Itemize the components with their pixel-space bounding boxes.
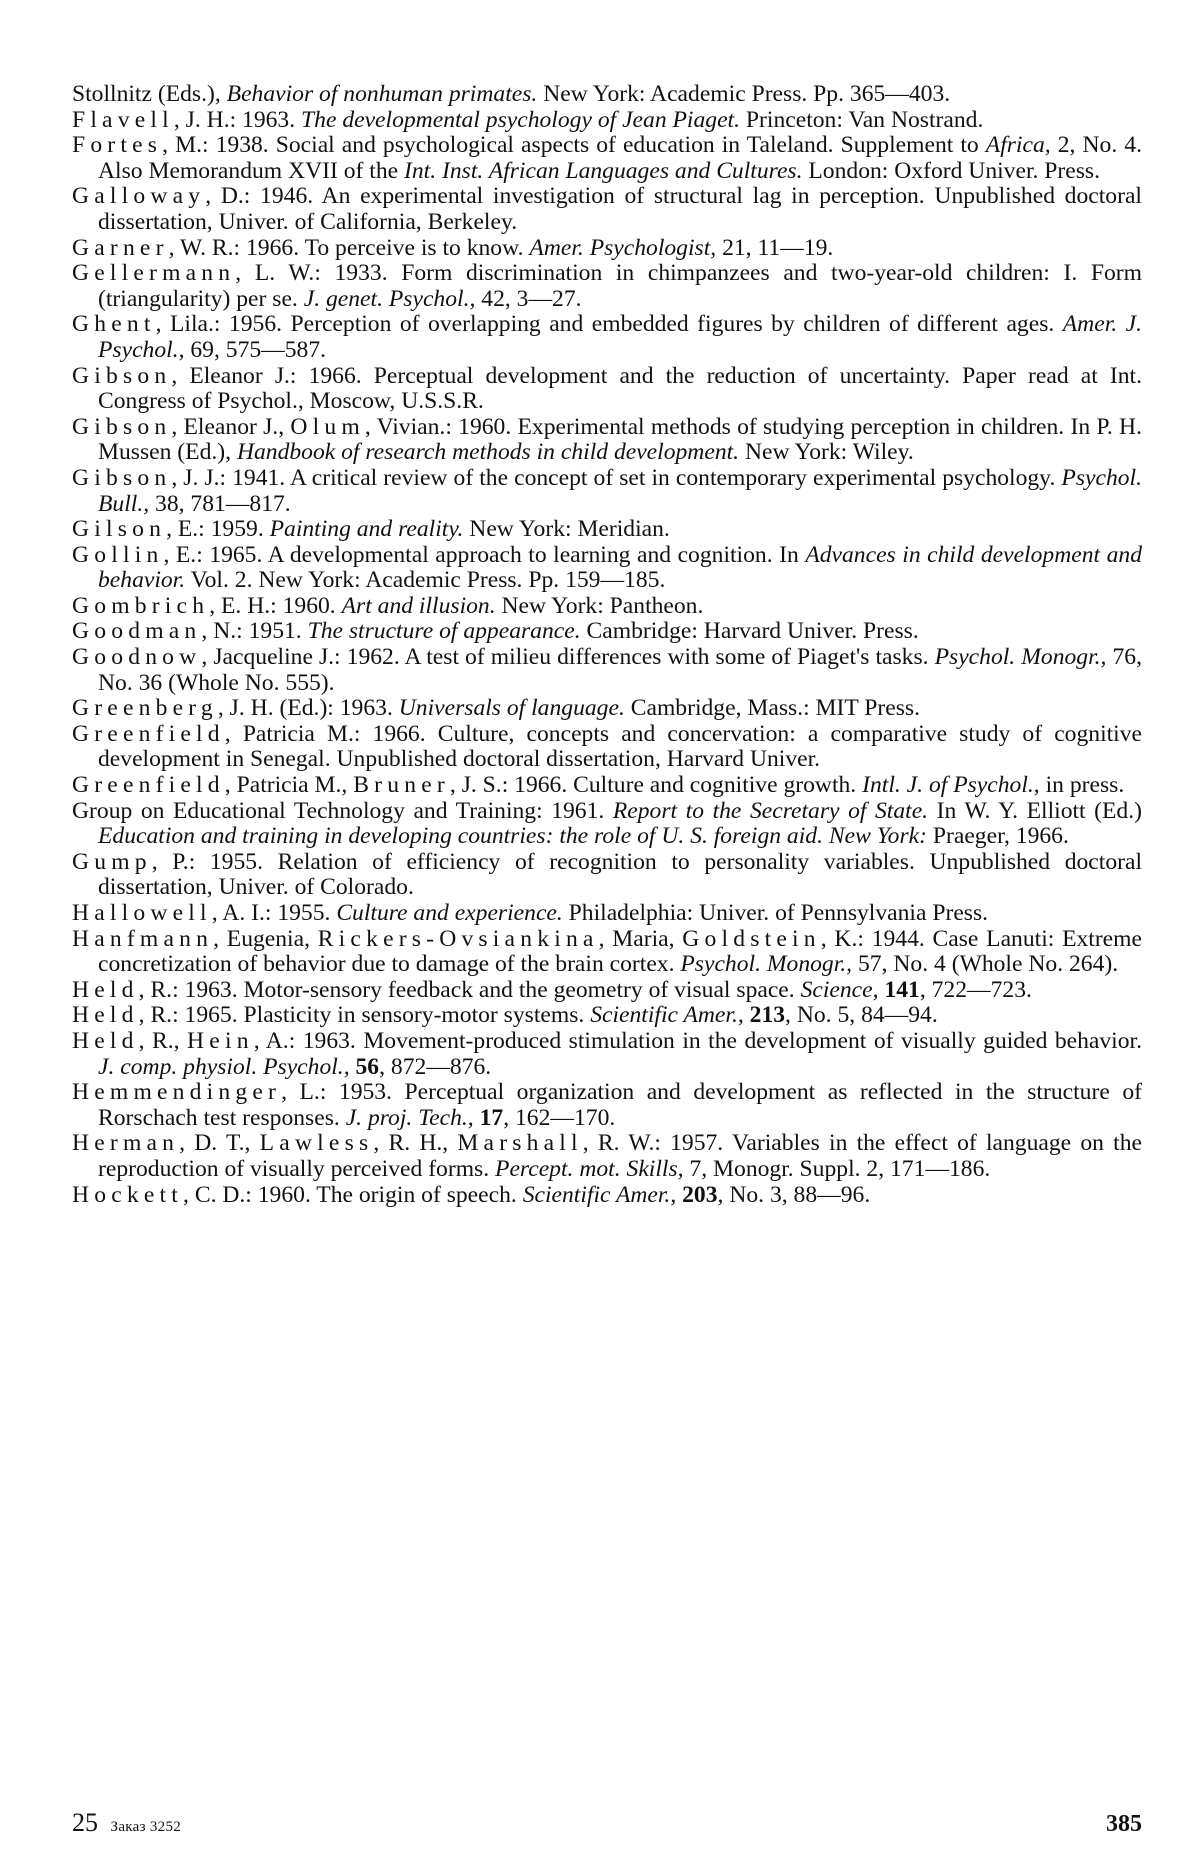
reference-entry	[72, 1131, 1142, 1182]
italic-title: Psychol. Monogr.,	[680, 951, 853, 978]
italic-title: Amer. J. Psychol.,	[98, 311, 1143, 363]
reference-entry	[72, 82, 1142, 108]
reference-entry	[72, 133, 1142, 184]
italic-title: Art and illusion.	[341, 592, 496, 619]
author-surname: Hallowell	[72, 900, 212, 926]
reference-entry	[72, 645, 1142, 696]
reference-entry	[72, 619, 1142, 645]
reference-text: , D.: 1946. An experimental investigation of structural lag in perception. Unpublished doctoral dissertation, Univer. of California, Berkeley.	[98, 183, 1142, 235]
reference-text: London: Oxford Univer. Press.	[802, 157, 1101, 184]
reference-text: , L.: 1953. Perceptual organization and development as reflected in the structure of Rorschach test responses.	[98, 1079, 1142, 1131]
reference-text: in press.	[1039, 772, 1125, 799]
reference-text: Princeton: Van Nostrand.	[740, 106, 984, 133]
author-surname: Held	[72, 1027, 139, 1054]
author-surname: Held	[72, 1002, 139, 1029]
italic-title: Amer. Psychologist,	[529, 234, 717, 261]
author-surname: Lawless	[259, 1130, 374, 1157]
reference-entry	[72, 184, 1142, 235]
reference-text: New York: Meridian.	[463, 516, 670, 543]
italic-title: Culture and experience.	[336, 900, 563, 926]
reference-text: In W. Y. Elliott (Ed.)	[928, 797, 1142, 824]
italic-title: Behavior of nonhuman primates.	[226, 81, 538, 107]
reference-text: , A. I.: 1955.	[211, 900, 337, 926]
italic-title: Psychol. Monogr.,	[934, 644, 1107, 671]
reference-entry	[72, 415, 1142, 466]
author-surname: Held	[72, 976, 139, 1003]
reference-entry	[72, 108, 1142, 134]
reference-text: Philadelphia: Univer. of Pennsylvania Press.	[562, 900, 989, 926]
reference-entry	[72, 927, 1142, 978]
italic-title: Percept. mot. Skills,	[495, 1155, 684, 1182]
reference-text: , 872—876.	[379, 1053, 492, 1080]
reference-text: , E.: 1959.	[166, 516, 270, 543]
author-surname: Hemmendinger	[72, 1079, 282, 1106]
reference-text: , R. W.: 1957. Variables in the effect of language on the reproduction of visually perceived forms.	[98, 1130, 1143, 1182]
reference-text: , J. H. (Ed.): 1963.	[217, 695, 399, 722]
reference-entry	[72, 901, 1142, 927]
reference-text: , N.: 1951.	[201, 618, 308, 645]
reference-text: 42, 3—27.	[475, 285, 582, 312]
reference-text: 69, 575—587.	[184, 336, 327, 363]
italic-title: Africa,	[985, 132, 1051, 159]
italic-title: Education and training in developing countries: the role of U. S. foreign aid. New York:	[98, 823, 927, 850]
author-surname: Flavell	[72, 106, 174, 133]
signature-number: 25	[72, 1808, 98, 1837]
author-surname: Herman	[72, 1130, 180, 1157]
printer-signature	[72, 1808, 181, 1838]
reference-entry	[72, 799, 1142, 850]
reference-text: Cambridge, Mass.: MIT Press.	[624, 695, 920, 722]
author-surname: Bruner	[353, 772, 450, 799]
reference-text: , No. 5, 84—94.	[785, 1002, 938, 1029]
italic-title: The structure of appearance.	[307, 618, 581, 645]
reference-entry	[72, 850, 1142, 901]
italic-title: Painting and reality.	[269, 516, 464, 543]
author-surname: Fortes	[72, 132, 163, 159]
reference-text: Stollnitz (Eds.),	[72, 81, 227, 107]
reference-text: , M.: 1938. Social and psychological aspects of education in Taleland. Supplement to	[162, 132, 986, 159]
italic-title: J. comp. physiol. Psychol.,	[98, 1053, 350, 1080]
volume-number: 56	[349, 1053, 380, 1080]
author-surname: Gump	[72, 848, 152, 875]
author-surname: Gibson	[72, 413, 172, 440]
reference-entry	[72, 261, 1142, 312]
author-surname: Gellermann	[72, 260, 236, 287]
reference-text: 76, No. 36 (Whole No. 555).	[98, 644, 1142, 696]
reference-text: , D. T.,	[179, 1130, 260, 1157]
reference-text: , J. H.: 1963.	[173, 106, 302, 133]
italic-title: J. proj. Tech.,	[345, 1104, 474, 1131]
reference-text: 2, No. 4. Also Memorandum XVII of the	[98, 132, 1142, 184]
reference-text: New York: Academic Press. Pp. 365—403.	[537, 81, 951, 107]
reference-text: 38, 781—817.	[149, 490, 291, 517]
reference-text: , 722—723.	[919, 976, 1032, 1003]
author-surname: Gibson	[72, 362, 172, 389]
author-surname: Goodnow	[72, 644, 202, 671]
reference-text: , R.,	[138, 1027, 188, 1054]
reference-text: , L. W.: 1933. Form discrimination in chimpanzees and two-year-old children: I. Form (triangularity) per se.	[98, 260, 1142, 312]
reference-entry	[72, 696, 1142, 722]
reference-entry	[72, 364, 1142, 415]
signature-label: Заказ 3252	[110, 1819, 182, 1835]
reference-list	[72, 82, 1142, 1208]
reference-text: New York: Pantheon.	[495, 592, 704, 619]
reference-text: , P.: 1955. Relation of efficiency of recognition to personality variables. Unpublished doctoral dissertation, Univer. of Colorado.	[98, 848, 1142, 901]
reference-text: 7, Monogr. Suppl. 2, 171—186.	[683, 1155, 991, 1182]
reference-text: , W. R.: 1966. To perceive is to know.	[168, 234, 530, 261]
reference-text: , 162—170.	[503, 1104, 616, 1131]
italic-title: J. genet. Psychol.,	[303, 285, 476, 312]
author-surname: Greenberg	[72, 695, 218, 722]
reference-entry	[72, 1080, 1142, 1131]
author-surname: Ghent	[72, 311, 156, 338]
author-surname: Hanfmann	[72, 925, 214, 952]
reference-entry	[72, 594, 1142, 620]
reference-text: , E. H.: 1960.	[209, 592, 342, 619]
italic-title: Universals of language.	[398, 695, 625, 722]
author-surname: Rickers-Ovsiankina	[317, 925, 599, 952]
volume-number: 203	[676, 1181, 718, 1208]
reference-text: 21, 11—19.	[716, 234, 834, 261]
reference-text: , R. H.,	[373, 1130, 458, 1157]
author-surname: Gollin	[72, 541, 164, 568]
author-surname: Gilson	[72, 516, 167, 543]
reference-entry	[72, 236, 1142, 262]
author-surname: Gibson	[72, 464, 172, 491]
italic-title: Report to the Secretary of State.	[612, 797, 929, 824]
reference-text: Cambridge: Harvard Univer. Press.	[580, 618, 919, 645]
volume-number: 213	[743, 1002, 786, 1029]
reference-text: , E.: 1965. A developmental approach to learning and cognition. In	[163, 541, 806, 568]
reference-entry	[72, 466, 1142, 517]
author-surname: Garner	[72, 234, 169, 261]
reference-text: , Eleanor J.: 1966. Perceptual development and the reduction of uncertainty. Paper read at Int. Congress of Psychol., Moscow, U.S.S.R.	[98, 362, 1142, 415]
italic-title: Intl. J. of Psychol.,	[862, 772, 1040, 799]
reference-text: , C. D.: 1960. The origin of speech.	[183, 1181, 523, 1208]
reference-text: , Eleanor J.,	[171, 413, 291, 440]
reference-text: , Eugenia,	[213, 925, 318, 952]
page-footer	[72, 1808, 1142, 1838]
volume-number: 17	[473, 1104, 504, 1131]
reference-text: New York: Wiley.	[739, 439, 914, 466]
reference-text: , R.: 1965. Plasticity in sensory-motor systems.	[138, 1002, 591, 1029]
reference-entry	[72, 517, 1142, 543]
italic-title: The developmental psychology of Jean Piaget.	[301, 106, 741, 133]
reference-text: Group on Educational Technology and Training: 1961.	[72, 797, 613, 824]
author-surname: Olum	[290, 413, 365, 440]
reference-entry	[72, 312, 1142, 363]
author-surname: Greenfield	[72, 772, 225, 799]
reference-text: , Maria,	[598, 925, 683, 952]
page-number: 385	[1106, 1811, 1142, 1837]
reference-text: , Patricia M.: 1966. Culture, concepts and concervation: a comparative study of cognitive development in Senegal. Unpublished doctoral dissertation, Harvard Univer.	[98, 720, 1142, 773]
reference-entry	[72, 1183, 1142, 1209]
reference-text: , K.: 1944. Case Lanuti: Extreme concretization of behavior due to damage of the brain cortex.	[98, 925, 1142, 978]
reference-text: , R.: 1963. Motor-sensory feedback and the geometry of visual space.	[138, 976, 801, 1003]
reference-text: , Vivian.: 1960. Experimental methods of studying perception in children. In P. H. Mussen (Ed.),	[98, 413, 1142, 466]
reference-text: , J. S.: 1966. Culture and cognitive growth.	[449, 772, 863, 799]
reference-text: , No. 3, 88—96.	[717, 1181, 871, 1208]
reference-text: 57, No. 4 (Whole No. 264).	[852, 951, 1119, 978]
italic-title: Scientific Amer.,	[590, 1002, 744, 1029]
author-surname: Goldstein	[682, 925, 821, 952]
italic-title: Scientific Amer.,	[522, 1181, 677, 1208]
reference-entry	[72, 1003, 1142, 1029]
reference-entry	[72, 722, 1142, 773]
reference-entry	[72, 978, 1142, 1004]
author-surname: Greenfield	[72, 720, 225, 747]
italic-title: Handbook of research methods in child development.	[236, 439, 740, 466]
volume-number: 141	[878, 976, 920, 1003]
reference-text: , Patricia M.,	[224, 772, 354, 799]
reference-text: Vol. 2. New York: Academic Press. Pp. 159—185.	[185, 567, 666, 594]
reference-text: , Lila.: 1956. Perception of overlapping and embedded figures by children of different ages.	[155, 311, 1063, 338]
author-surname: Hein	[187, 1027, 254, 1054]
reference-text: Praeger, 1966.	[926, 823, 1069, 850]
reference-entry	[72, 1029, 1142, 1080]
italic-title: Advances in child development and behavior.	[98, 541, 1142, 594]
reference-text: , Jacqueline J.: 1962. A test of milieu differences with some of Piaget's tasks.	[201, 644, 935, 671]
reference-entry	[72, 543, 1142, 594]
reference-text: , A.: 1963. Movement-produced stimulation in the development of visually guided behavior.	[253, 1027, 1142, 1054]
reference-text: , J. J.: 1941. A critical review of the concept of set in contemporary experimental psychology.	[171, 464, 1062, 491]
author-surname: Gombrich	[72, 592, 210, 619]
italic-title: Science,	[800, 976, 879, 1003]
italic-title: Psychol. Bull.,	[98, 464, 1142, 517]
author-surname: Goodman	[72, 618, 202, 645]
italic-title: Int. Inst. African Languages and Cultures.	[404, 157, 803, 184]
author-surname: Galloway	[72, 183, 206, 210]
author-surname: Hockett	[72, 1181, 184, 1208]
author-surname: Marshall	[457, 1130, 583, 1157]
reference-entry	[72, 773, 1142, 799]
